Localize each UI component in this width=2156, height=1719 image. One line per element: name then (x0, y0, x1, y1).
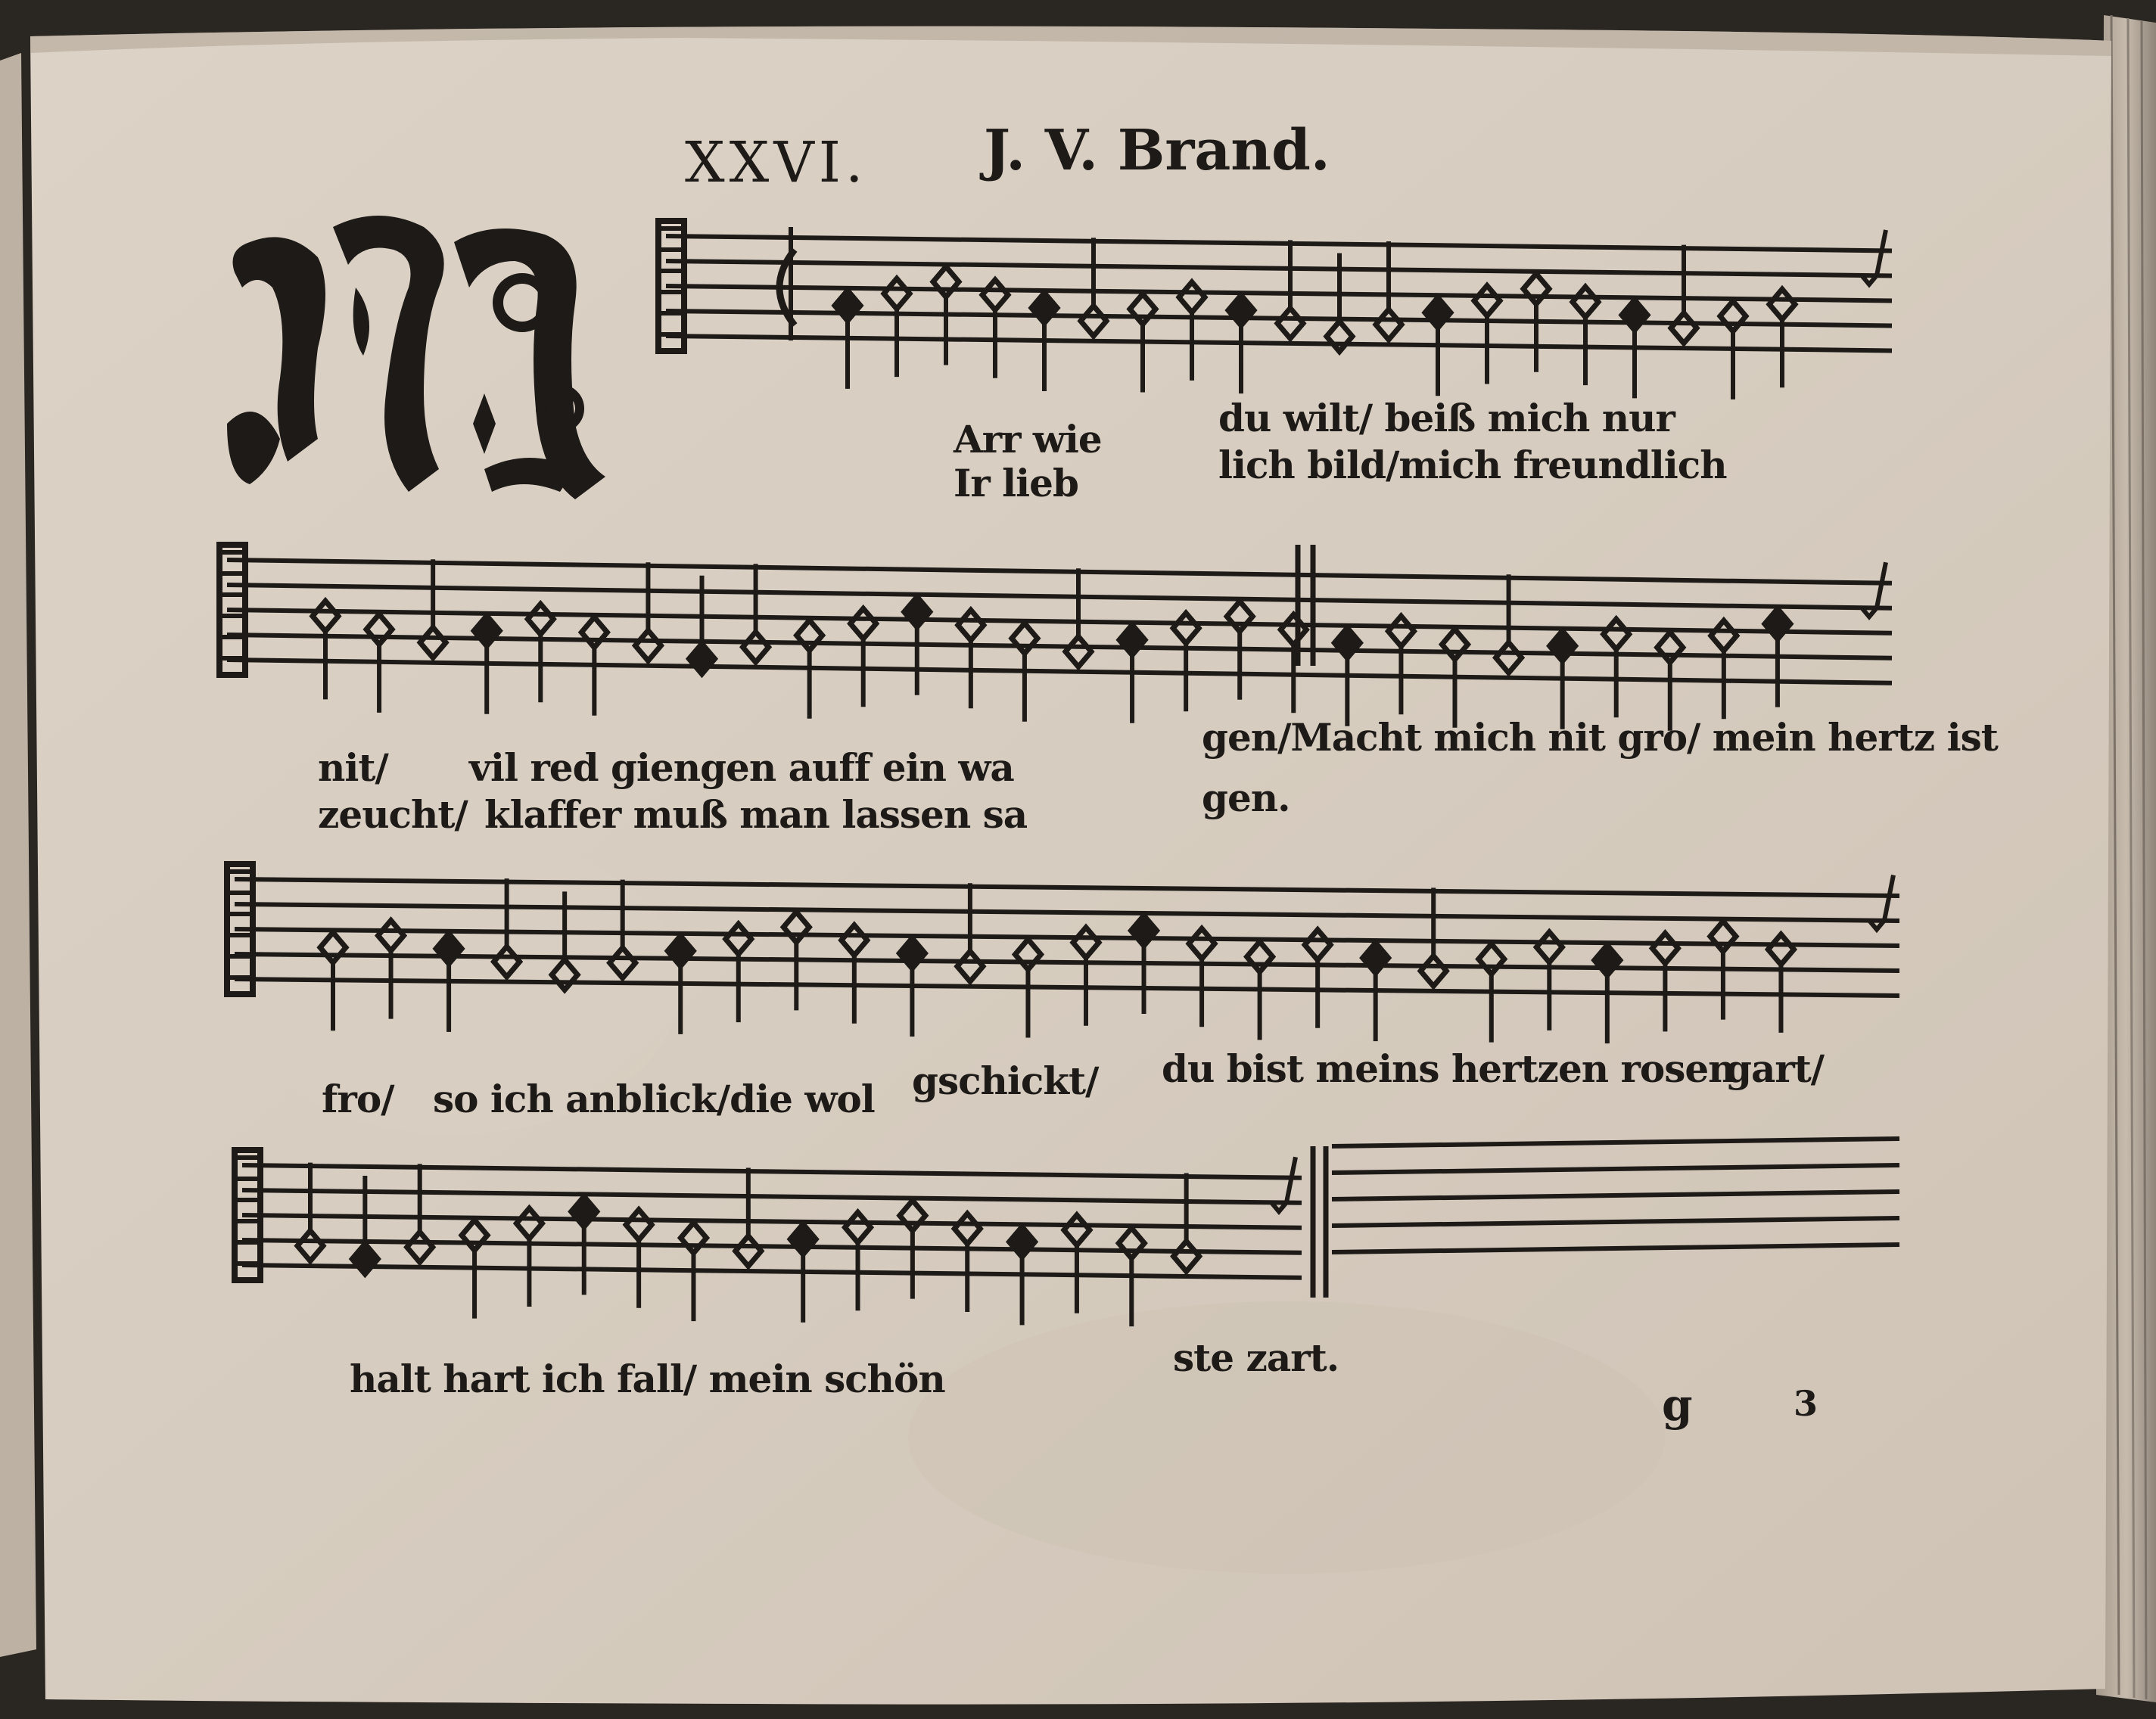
composer-name: J. V. Brand. (984, 118, 1330, 183)
lyric-s3-w2: so ich anblick/die wol (433, 1077, 875, 1121)
lyric-s2-verse2-c: gen. (1202, 776, 1290, 820)
lyric-s3-w5: gart/ (1725, 1046, 1825, 1091)
lyric-s2-verse1-b: vil red giengen auff ein wa (469, 745, 1014, 790)
page-number-roman: XXVI. (685, 130, 868, 195)
lyric-s1-verse1-a: Arr wie (954, 417, 1102, 462)
lyric-s2-verse1-c: gen/Macht mich nit gro/ mein hertz ist (1202, 715, 1998, 760)
lyric-s1-verse2-b: lich bild/mich freundlich (1218, 443, 1727, 487)
lyric-s3-w4: du bist meins hertzen rosen (1162, 1046, 1735, 1091)
lyric-s1-verse1-b: du wilt/ beiß mich nur (1218, 396, 1675, 440)
lyric-s4-w1: halt hart ich fall/ mein schön (350, 1357, 945, 1401)
signature-number: 3 (1794, 1383, 1818, 1424)
lyric-s1-verse2-a: Ir lieb (954, 461, 1078, 505)
signature-mark: g (1662, 1379, 1692, 1431)
lyric-s3-w3: gschickt/ (912, 1058, 1099, 1103)
lyric-s2-verse1-a: nit/ (318, 745, 388, 790)
lyric-s4-w2: ste zart. (1173, 1335, 1339, 1380)
lyric-s2-verse2-b: klaffer muß man lassen sa (484, 792, 1028, 837)
lyric-s3-w1: fro/ (322, 1077, 394, 1121)
lyric-s2-verse2-a: zeucht/ (318, 792, 468, 837)
